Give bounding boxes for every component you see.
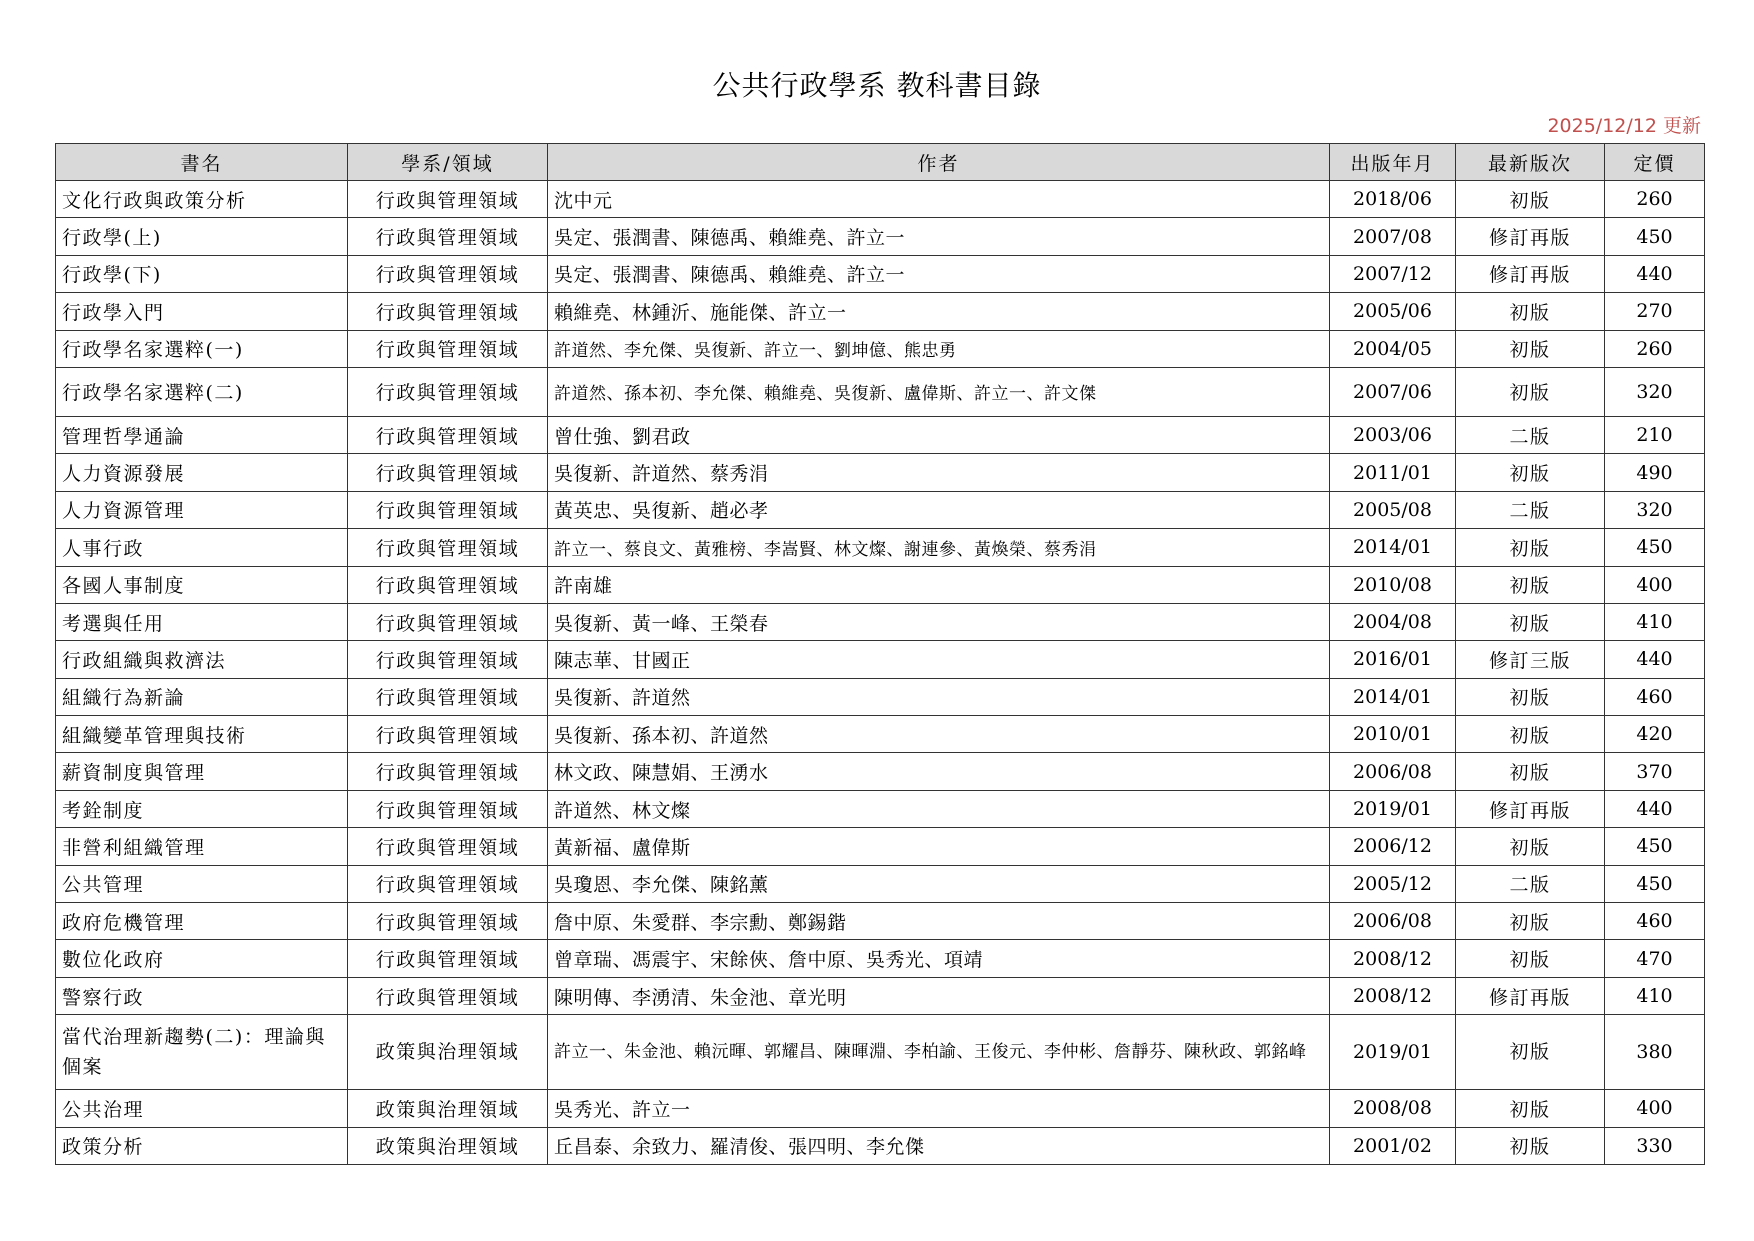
cell-publish-date: 2006/12	[1330, 828, 1456, 865]
cell-publish-date: 2014/01	[1330, 529, 1456, 566]
cell-authors: 吳瓊恩、李允傑、陳銘薰	[548, 865, 1330, 902]
cell-edition: 初版	[1456, 903, 1605, 940]
cell-department: 行政與管理領域	[348, 940, 548, 977]
cell-department: 行政與管理領域	[348, 293, 548, 330]
cell-book-name: 政府危機管理	[56, 903, 348, 940]
cell-publish-date: 2016/01	[1330, 641, 1456, 678]
cell-book-name: 考銓制度	[56, 790, 348, 827]
cell-price: 210	[1605, 416, 1705, 453]
cell-price: 380	[1605, 1015, 1705, 1090]
cell-authors: 許道然、孫本初、李允傑、賴維堯、吳復新、盧偉斯、許立一、許文傑	[548, 367, 1330, 416]
table-row	[56, 218, 1705, 255]
cell-publish-date: 2019/01	[1330, 1015, 1456, 1090]
cell-book-name: 數位化政府	[56, 940, 348, 977]
cell-book-name: 考選與任用	[56, 603, 348, 640]
cell-department: 行政與管理領域	[348, 181, 548, 218]
table-row	[56, 1090, 1705, 1127]
cell-price: 320	[1605, 491, 1705, 528]
cell-book-name: 各國人事制度	[56, 566, 348, 603]
header-book-name: 書名	[56, 144, 348, 181]
cell-publish-date: 2019/01	[1330, 790, 1456, 827]
cell-authors: 吳復新、許道然	[548, 678, 1330, 715]
cell-book-name: 行政組織與救濟法	[56, 641, 348, 678]
cell-authors: 曾章瑞、馮震宇、宋餘俠、詹中原、吳秀光、項靖	[548, 940, 1330, 977]
cell-department: 行政與管理領域	[348, 603, 548, 640]
cell-edition: 修訂再版	[1456, 255, 1605, 292]
header-authors: 作者	[548, 144, 1330, 181]
cell-book-name: 組織變革管理與技術	[56, 716, 348, 753]
page-title: 公共行政學系 教科書目錄	[712, 69, 1042, 102]
cell-department: 行政與管理領域	[348, 865, 548, 902]
cell-book-name: 人事行政	[56, 529, 348, 566]
cell-authors: 黃新福、盧偉斯	[548, 828, 1330, 865]
cell-department: 行政與管理領域	[348, 566, 548, 603]
cell-authors: 吳復新、黃一峰、王榮春	[548, 603, 1330, 640]
cell-authors: 丘昌泰、余致力、羅清俊、張四明、李允傑	[548, 1127, 1330, 1164]
update-date: 2025/12/12 更新	[1547, 115, 1701, 137]
cell-authors: 曾仕強、劉君政	[548, 416, 1330, 453]
cell-price: 450	[1605, 828, 1705, 865]
cell-publish-date: 2008/08	[1330, 1090, 1456, 1127]
cell-authors: 吳定、張潤書、陳德禹、賴維堯、許立一	[548, 218, 1330, 255]
cell-price: 450	[1605, 218, 1705, 255]
cell-price: 410	[1605, 603, 1705, 640]
cell-price: 260	[1605, 181, 1705, 218]
cell-edition: 初版	[1456, 566, 1605, 603]
cell-price: 440	[1605, 255, 1705, 292]
cell-authors: 許立一、蔡良文、黃雅榜、李嵩賢、林文燦、謝連參、黃煥榮、蔡秀涓	[548, 529, 1330, 566]
cell-price: 420	[1605, 716, 1705, 753]
table-row	[56, 753, 1705, 790]
cell-authors: 吳定、張潤書、陳德禹、賴維堯、許立一	[548, 255, 1330, 292]
table-row	[56, 529, 1705, 566]
cell-price: 470	[1605, 940, 1705, 977]
cell-publish-date: 2010/01	[1330, 716, 1456, 753]
cell-publish-date: 2007/08	[1330, 218, 1456, 255]
cell-authors: 許南雄	[548, 566, 1330, 603]
table-row	[56, 330, 1705, 367]
cell-price: 330	[1605, 1127, 1705, 1164]
cell-price: 460	[1605, 903, 1705, 940]
table-row	[56, 641, 1705, 678]
cell-book-name: 非營利組織管理	[56, 828, 348, 865]
cell-price: 400	[1605, 566, 1705, 603]
cell-edition: 修訂再版	[1456, 977, 1605, 1014]
table-header-row	[56, 144, 1705, 181]
cell-department: 行政與管理領域	[348, 790, 548, 827]
cell-publish-date: 2005/08	[1330, 491, 1456, 528]
cell-edition: 二版	[1456, 491, 1605, 528]
cell-authors: 吳秀光、許立一	[548, 1090, 1330, 1127]
cell-edition: 初版	[1456, 828, 1605, 865]
cell-authors: 許立一、朱金池、賴沅暉、郭耀昌、陳暉淵、李柏諭、王俊元、李仲彬、詹靜芬、陳秋政、郭銘峰	[548, 1015, 1330, 1090]
table-row	[56, 865, 1705, 902]
table-row	[56, 1127, 1705, 1164]
cell-book-name: 公共治理	[56, 1090, 348, 1127]
cell-edition: 修訂再版	[1456, 790, 1605, 827]
cell-publish-date: 2003/06	[1330, 416, 1456, 453]
cell-department: 行政與管理領域	[348, 454, 548, 491]
cell-publish-date: 2010/08	[1330, 566, 1456, 603]
cell-publish-date: 2005/12	[1330, 865, 1456, 902]
cell-edition: 初版	[1456, 678, 1605, 715]
table-row	[56, 828, 1705, 865]
table-row	[56, 603, 1705, 640]
cell-department: 行政與管理領域	[348, 416, 548, 453]
cell-book-name: 薪資制度與管理	[56, 753, 348, 790]
cell-publish-date: 2008/12	[1330, 977, 1456, 1014]
cell-book-name: 行政學名家選粹(二)	[56, 367, 348, 416]
table-row	[56, 293, 1705, 330]
cell-publish-date: 2014/01	[1330, 678, 1456, 715]
cell-price: 460	[1605, 678, 1705, 715]
cell-authors: 許道然、李允傑、吳復新、許立一、劉坤億、熊忠勇	[548, 330, 1330, 367]
cell-publish-date: 2006/08	[1330, 903, 1456, 940]
cell-edition: 初版	[1456, 367, 1605, 416]
cell-price: 260	[1605, 330, 1705, 367]
cell-book-name: 人力資源管理	[56, 491, 348, 528]
cell-department: 行政與管理領域	[348, 678, 548, 715]
cell-authors: 吳復新、孫本初、許道然	[548, 716, 1330, 753]
cell-edition: 修訂三版	[1456, 641, 1605, 678]
cell-book-name: 組織行為新論	[56, 678, 348, 715]
cell-authors: 林文政、陳慧娟、王湧水	[548, 753, 1330, 790]
cell-book-name: 人力資源發展	[56, 454, 348, 491]
cell-edition: 初版	[1456, 1015, 1605, 1090]
textbook-table	[55, 143, 1705, 1165]
table-row	[56, 255, 1705, 292]
table-row	[56, 678, 1705, 715]
cell-department: 行政與管理領域	[348, 753, 548, 790]
cell-edition: 二版	[1456, 416, 1605, 453]
cell-book-name: 當代治理新趨勢(二)：理論與個案	[56, 1015, 348, 1090]
cell-publish-date: 2007/12	[1330, 255, 1456, 292]
header-publish-date: 出版年月	[1330, 144, 1456, 181]
cell-publish-date: 2001/02	[1330, 1127, 1456, 1164]
cell-department: 政策與治理領域	[348, 1015, 548, 1090]
cell-book-name: 文化行政與政策分析	[56, 181, 348, 218]
cell-edition: 修訂再版	[1456, 218, 1605, 255]
table-row	[56, 1015, 1705, 1090]
cell-publish-date: 2005/06	[1330, 293, 1456, 330]
cell-book-name: 管理哲學通論	[56, 416, 348, 453]
cell-price: 490	[1605, 454, 1705, 491]
cell-department: 行政與管理領域	[348, 903, 548, 940]
table-row	[56, 416, 1705, 453]
cell-publish-date: 2007/06	[1330, 367, 1456, 416]
cell-edition: 初版	[1456, 1127, 1605, 1164]
header-edition: 最新版次	[1456, 144, 1605, 181]
table-row	[56, 977, 1705, 1014]
cell-edition: 初版	[1456, 940, 1605, 977]
cell-price: 450	[1605, 529, 1705, 566]
cell-edition: 初版	[1456, 454, 1605, 491]
cell-price: 370	[1605, 753, 1705, 790]
cell-department: 行政與管理領域	[348, 218, 548, 255]
cell-department: 行政與管理領域	[348, 367, 548, 416]
cell-department: 行政與管理領域	[348, 977, 548, 1014]
cell-authors: 黃英忠、吳復新、趙必孝	[548, 491, 1330, 528]
cell-book-name: 行政學(下)	[56, 255, 348, 292]
table-row	[56, 367, 1705, 416]
table-row	[56, 181, 1705, 218]
table-row	[56, 940, 1705, 977]
cell-edition: 初版	[1456, 753, 1605, 790]
cell-book-name: 行政學名家選粹(一)	[56, 330, 348, 367]
cell-price: 440	[1605, 790, 1705, 827]
cell-publish-date: 2004/08	[1330, 603, 1456, 640]
cell-publish-date: 2011/01	[1330, 454, 1456, 491]
cell-price: 440	[1605, 641, 1705, 678]
cell-edition: 初版	[1456, 603, 1605, 640]
cell-department: 行政與管理領域	[348, 491, 548, 528]
cell-book-name: 行政學入門	[56, 293, 348, 330]
cell-department: 政策與治理領域	[348, 1127, 548, 1164]
table-row	[56, 790, 1705, 827]
cell-price: 400	[1605, 1090, 1705, 1127]
cell-authors: 陳明傳、李湧清、朱金池、章光明	[548, 977, 1330, 1014]
cell-edition: 初版	[1456, 181, 1605, 218]
cell-price: 410	[1605, 977, 1705, 1014]
cell-authors: 許道然、林文燦	[548, 790, 1330, 827]
cell-book-name: 公共管理	[56, 865, 348, 902]
cell-publish-date: 2004/05	[1330, 330, 1456, 367]
cell-edition: 初版	[1456, 330, 1605, 367]
cell-authors: 吳復新、許道然、蔡秀涓	[548, 454, 1330, 491]
table-row	[56, 491, 1705, 528]
table-row	[56, 903, 1705, 940]
cell-publish-date: 2006/08	[1330, 753, 1456, 790]
cell-price: 270	[1605, 293, 1705, 330]
cell-department: 行政與管理領域	[348, 255, 548, 292]
cell-book-name: 政策分析	[56, 1127, 348, 1164]
table-row	[56, 454, 1705, 491]
cell-book-name: 警察行政	[56, 977, 348, 1014]
cell-authors: 賴維堯、林鍾沂、施能傑、許立一	[548, 293, 1330, 330]
cell-department: 行政與管理領域	[348, 330, 548, 367]
cell-authors: 詹中原、朱愛群、李宗勳、鄭錫鍇	[548, 903, 1330, 940]
cell-authors: 陳志華、甘國正	[548, 641, 1330, 678]
cell-publish-date: 2008/12	[1330, 940, 1456, 977]
cell-price: 320	[1605, 367, 1705, 416]
table-row	[56, 716, 1705, 753]
cell-price: 450	[1605, 865, 1705, 902]
header-price: 定價	[1605, 144, 1705, 181]
cell-department: 政策與治理領域	[348, 1090, 548, 1127]
header-department: 學系/領域	[348, 144, 548, 181]
cell-edition: 初版	[1456, 529, 1605, 566]
table-row	[56, 566, 1705, 603]
cell-department: 行政與管理領域	[348, 716, 548, 753]
cell-book-name: 行政學(上)	[56, 218, 348, 255]
cell-department: 行政與管理領域	[348, 641, 548, 678]
cell-authors: 沈中元	[548, 181, 1330, 218]
cell-edition: 初版	[1456, 293, 1605, 330]
cell-publish-date: 2018/06	[1330, 181, 1456, 218]
cell-department: 行政與管理領域	[348, 828, 548, 865]
cell-edition: 二版	[1456, 865, 1605, 902]
cell-edition: 初版	[1456, 1090, 1605, 1127]
table-body	[56, 181, 1705, 1165]
cell-edition: 初版	[1456, 716, 1605, 753]
cell-department: 行政與管理領域	[348, 529, 548, 566]
